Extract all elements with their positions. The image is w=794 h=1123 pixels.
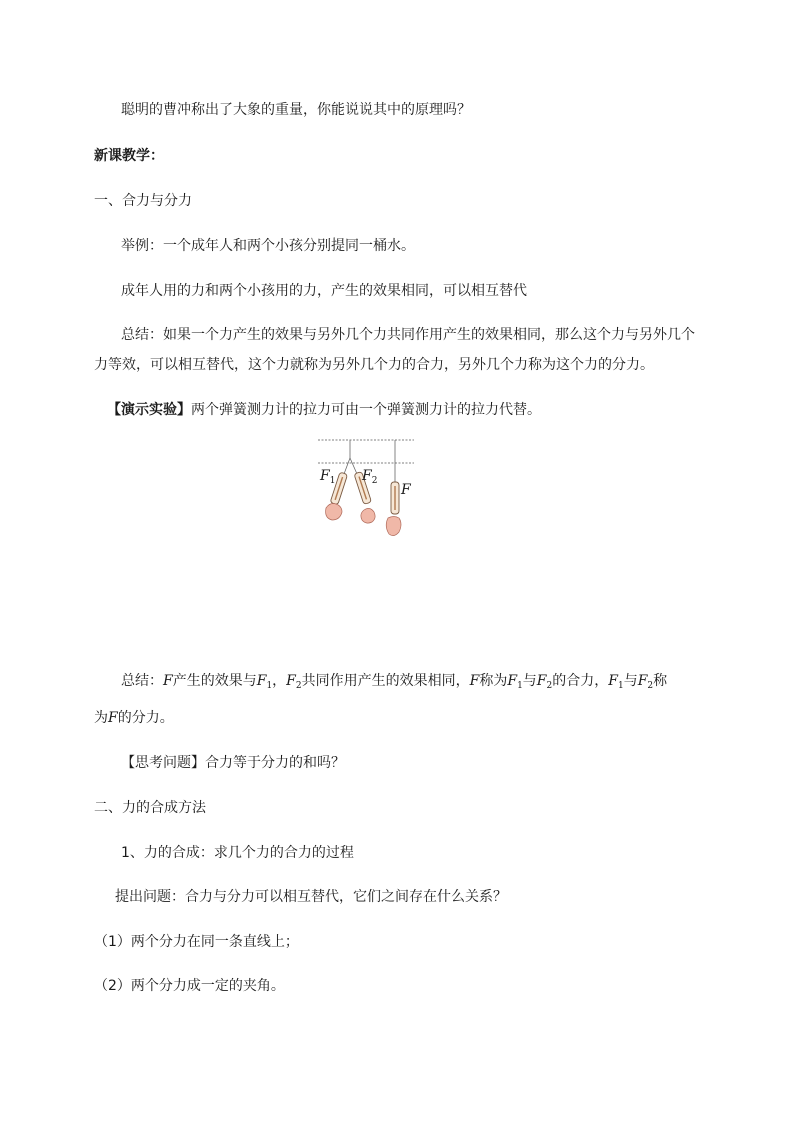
label-f2-sub: 2 [371, 476, 378, 486]
summary2-line-1 [121, 672, 667, 695]
demo-experiment [107, 401, 541, 419]
symbol-f2: $F_2$ [637, 673, 654, 691]
new-lesson-heading: 新课教学： [94, 148, 164, 164]
demo-tag: 【演示实验】 [107, 402, 191, 418]
spring-scale-3 [391, 482, 399, 514]
example-text: 举例：一个成年人和两个小孩分别提同一桶水。 [121, 238, 415, 254]
label-f1: F [320, 468, 330, 484]
symbol-f: F [469, 673, 480, 689]
spring-scale-figure [316, 436, 416, 544]
symbol-f1: $F_1$ [507, 673, 523, 691]
label-f: F [401, 482, 411, 498]
summary2-text: 共同作用产生的效果相同， [301, 673, 470, 689]
intro-text: 聪明的曹冲称出了大象的重量，你能说说其中的原理吗？ [121, 102, 471, 118]
hand-icon [326, 504, 342, 521]
summary2-text: 的合力， [552, 673, 609, 689]
synthesis-definition: 1、力的合成：求几个力的合力的过程 [121, 845, 354, 861]
summary2-text: 产生的效果与 [172, 673, 257, 689]
svg-text:F2 [361, 468, 377, 486]
summary2-text: 与 [623, 673, 638, 689]
symbol-f: F [163, 673, 173, 689]
symbol-f1: $F_1$ [608, 673, 624, 691]
symbol-f2: $F_2$ [536, 673, 553, 691]
summary-line-1: 总结：如果一个力产生的效果与另外几个力共同作用产生的效果相同，那么这个力与另外几个 [121, 327, 695, 343]
summary2-text: 为 [94, 710, 108, 726]
raise-question: 提出问题：合力与分力可以相互替代，它们之间存在什么关系？ [115, 889, 507, 905]
summary2-text: ， [272, 673, 287, 689]
hand-icon [361, 508, 375, 523]
svg-text:F1 [319, 468, 335, 486]
symbol-f1: $F_1$ [256, 673, 273, 691]
observation-text: 成年人用的力和两个小孩用的力，产生的效果相同，可以相互替代 [121, 283, 527, 299]
summary2-text: 称为 [479, 673, 508, 689]
label-f1-sub: 1 [329, 476, 336, 486]
summary2-text: 的分力。 [117, 710, 174, 726]
case-2: （2）两个分力成一定的夹角。 [94, 978, 285, 994]
section2-heading: 二、力的合成方法 [94, 800, 206, 816]
think-question: 【思考问题】合力等于分力的和吗？ [121, 755, 345, 771]
summary2-text: 与 [522, 673, 537, 689]
summary2-prefix: 总结： [121, 673, 163, 689]
symbol-f: F [108, 710, 118, 726]
hand-icon [386, 517, 401, 536]
summary2-line-2 [94, 709, 174, 727]
case-1: （1）两个分力在同一条直线上； [94, 934, 299, 950]
symbol-f2: $F_2$ [286, 673, 302, 691]
summary2-text: 称 [653, 673, 668, 689]
demo-text: 两个弹簧测力计的拉力可由一个弹簧测力计的拉力代替。 [191, 402, 541, 418]
label-f2: F [362, 468, 372, 484]
summary-line-2: 力等效，可以相互替代，这个力就称为另外几个力的合力，另外几个力称为这个力的分力。 [94, 357, 654, 373]
section1-heading: 一、合力与分力 [94, 193, 192, 209]
